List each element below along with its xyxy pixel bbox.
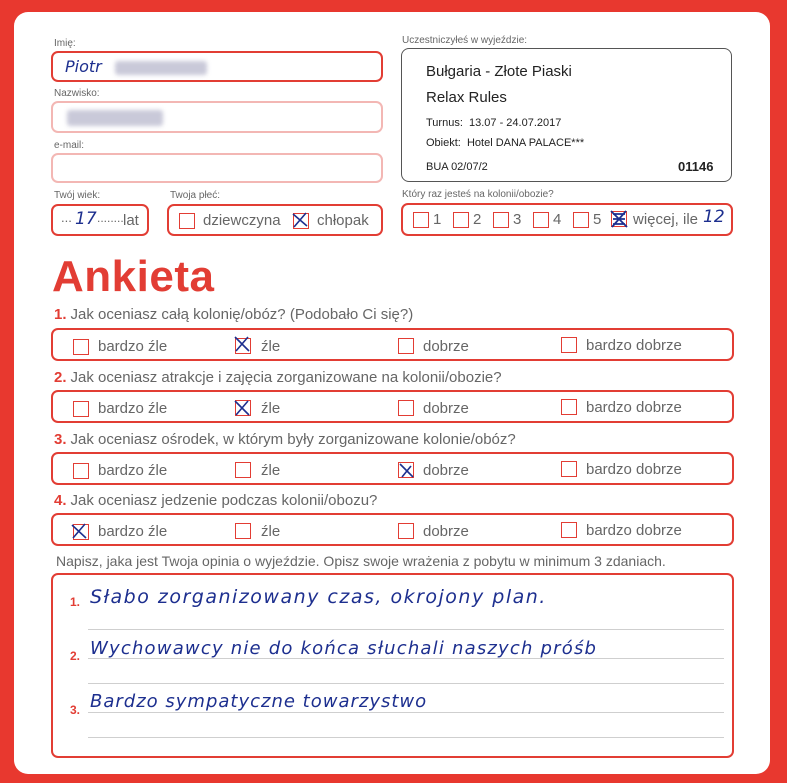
trip-info-box	[401, 48, 732, 182]
times-1-checkbox[interactable]	[413, 212, 429, 228]
times-5-label: 5	[593, 211, 602, 228]
age-dots: ........	[97, 211, 124, 225]
trip-number: 01146	[678, 159, 714, 174]
check-mark-icon	[71, 523, 87, 539]
question-4-answers	[51, 513, 734, 546]
times-3-checkbox[interactable]	[493, 212, 509, 228]
question-1-label: Jak oceniasz całą kolonię/obóz? (Podobało Ci się?)	[70, 306, 414, 323]
question-4-number: 4.	[54, 492, 67, 509]
q3-zle-checkbox[interactable]	[235, 462, 251, 478]
q1-bardzo-zle-checkbox[interactable]	[73, 339, 89, 355]
trip-program: Relax Rules	[426, 89, 507, 106]
opinion-line-2-text: Wychowawcy nie do końca słuchali naszych próśb	[90, 638, 598, 659]
times-label: Który raz jesteś na kolonii/obozie?	[402, 189, 554, 200]
check-mark-icon	[610, 210, 628, 228]
q4-bardzo-zle-label: bardzo źle	[98, 523, 168, 540]
question-2-answers	[51, 390, 734, 423]
q4-zle-checkbox[interactable]	[235, 523, 251, 539]
age-unit: lat	[123, 212, 139, 229]
check-mark-icon	[234, 336, 250, 352]
name-label: Imię:	[54, 38, 76, 49]
times-count-value: 12	[703, 207, 725, 227]
times-2-label: 2	[473, 211, 482, 228]
trip-turnus: Turnus: 13.07 - 24.07.2017	[426, 117, 562, 129]
q2-bardzo-dobrze-label: bardzo dobrze	[586, 399, 682, 416]
question-2-label: Jak oceniasz atrakcje i zajęcia zorganizowane na kolonii/obozie?	[70, 369, 502, 386]
trip-obiekt: Obiekt: Hotel DANA PALACE***	[426, 137, 585, 149]
q1-dobrze-checkbox[interactable]	[398, 338, 414, 354]
question-3-text	[54, 431, 516, 448]
q2-zle-checkbox[interactable]	[235, 400, 251, 416]
opinion-line-3-text: Bardzo sympatyczne towarzystwo	[90, 691, 428, 712]
gender-boy-label: chłopak	[317, 212, 369, 229]
opinion-rule-3	[88, 683, 724, 684]
q3-bardzo-zle-label: bardzo źle	[98, 462, 168, 479]
age-label: Twój wiek:	[54, 190, 101, 201]
age-prefix-dots: ...	[61, 210, 72, 225]
q2-dobrze-checkbox[interactable]	[398, 400, 414, 416]
question-1-text	[54, 306, 413, 323]
opinion-rule-5	[88, 737, 724, 738]
times-more-label: więcej, ile	[633, 211, 699, 228]
times-1-label: 1	[433, 211, 442, 228]
opinion-line-2-number: 2.	[70, 649, 81, 663]
age-field[interactable]	[51, 204, 149, 236]
surname-label: Nazwisko:	[54, 88, 100, 99]
question-4-label: Jak oceniasz jedzenie podczas kolonii/obozu?	[70, 492, 378, 509]
redacted-surname	[67, 110, 163, 126]
q1-bardzo-dobrze-label: bardzo dobrze	[586, 337, 682, 354]
age-value: 17	[75, 209, 97, 229]
q4-bardzo-dobrze-label: bardzo dobrze	[586, 522, 682, 539]
question-1-number: 1.	[54, 306, 67, 323]
q3-zle-label: źle	[261, 462, 281, 479]
check-mark-icon	[398, 462, 414, 478]
q1-bardzo-dobrze-checkbox[interactable]	[561, 337, 577, 353]
opinion-line-3-number: 3.	[70, 703, 81, 717]
gender-girl-label: dziewczyna	[203, 212, 281, 229]
q4-dobrze-label: dobrze	[423, 523, 469, 540]
trip-destination: Bułgaria - Złote Piaski	[426, 63, 572, 80]
gender-label: Twoja płeć:	[170, 190, 221, 201]
opinion-prompt: Napisz, jaka jest Twoja opinia o wyjeździe. Opisz swoje wrażenia z pobytu w minimum 3 zdaniach.	[56, 553, 666, 569]
q2-bardzo-zle-label: bardzo źle	[98, 400, 168, 417]
opinion-line-1-number: 1.	[70, 595, 81, 609]
q3-bardzo-zle-checkbox[interactable]	[73, 463, 89, 479]
question-3-label: Jak oceniasz ośrodek, w którym były zorganizowane kolonie/obóz?	[70, 431, 516, 448]
check-mark-icon	[234, 400, 250, 416]
q1-zle-label: źle	[261, 338, 281, 355]
q4-bardzo-zle-checkbox[interactable]	[73, 524, 89, 540]
q1-dobrze-label: dobrze	[423, 338, 469, 355]
q4-dobrze-checkbox[interactable]	[398, 523, 414, 539]
q3-dobrze-checkbox[interactable]	[398, 462, 414, 478]
q2-bardzo-zle-checkbox[interactable]	[73, 401, 89, 417]
times-2-checkbox[interactable]	[453, 212, 469, 228]
trip-code: BUA 02/07/2	[426, 161, 488, 173]
question-2-text	[54, 369, 502, 386]
q3-dobrze-label: dobrze	[423, 462, 469, 479]
q2-bardzo-dobrze-checkbox[interactable]	[561, 399, 577, 415]
opinion-rule-1	[88, 629, 724, 630]
email-field[interactable]	[51, 153, 383, 183]
gender-girl-checkbox[interactable]	[179, 213, 195, 229]
times-3-label: 3	[513, 211, 522, 228]
gender-boy-checkbox[interactable]	[293, 213, 309, 229]
opinion-rule-4	[88, 712, 724, 713]
check-mark-icon	[292, 212, 308, 228]
times-4-checkbox[interactable]	[533, 212, 549, 228]
q3-bardzo-dobrze-label: bardzo dobrze	[586, 461, 682, 478]
q2-zle-label: źle	[261, 400, 281, 417]
question-3-answers	[51, 452, 734, 485]
question-2-number: 2.	[54, 369, 67, 386]
times-5-checkbox[interactable]	[573, 212, 589, 228]
question-4-text	[54, 492, 377, 509]
q1-bardzo-zle-label: bardzo źle	[98, 338, 168, 355]
gender-field	[167, 204, 383, 236]
times-4-label: 4	[553, 211, 562, 228]
name-value: Piotr	[65, 57, 102, 76]
q2-dobrze-label: dobrze	[423, 400, 469, 417]
trip-label: Uczestniczyłeś w wyjeździe:	[402, 35, 528, 46]
email-label: e-mail:	[54, 140, 85, 151]
times-more-checkbox[interactable]	[611, 211, 627, 227]
q4-zle-label: źle	[261, 523, 281, 540]
question-1-answers	[51, 328, 734, 361]
times-field	[401, 203, 733, 236]
opinion-line-1-text: Słabo zorganizowany czas, okrojony plan.	[90, 586, 547, 608]
name-field[interactable]	[51, 51, 383, 82]
q4-bardzo-dobrze-checkbox[interactable]	[561, 522, 577, 538]
q1-zle-checkbox[interactable]	[235, 338, 251, 354]
q3-bardzo-dobrze-checkbox[interactable]	[561, 461, 577, 477]
question-3-number: 3.	[54, 431, 67, 448]
redacted-surname-scribble	[115, 61, 207, 75]
survey-title: Ankieta	[52, 252, 215, 301]
surname-field[interactable]	[51, 101, 383, 133]
